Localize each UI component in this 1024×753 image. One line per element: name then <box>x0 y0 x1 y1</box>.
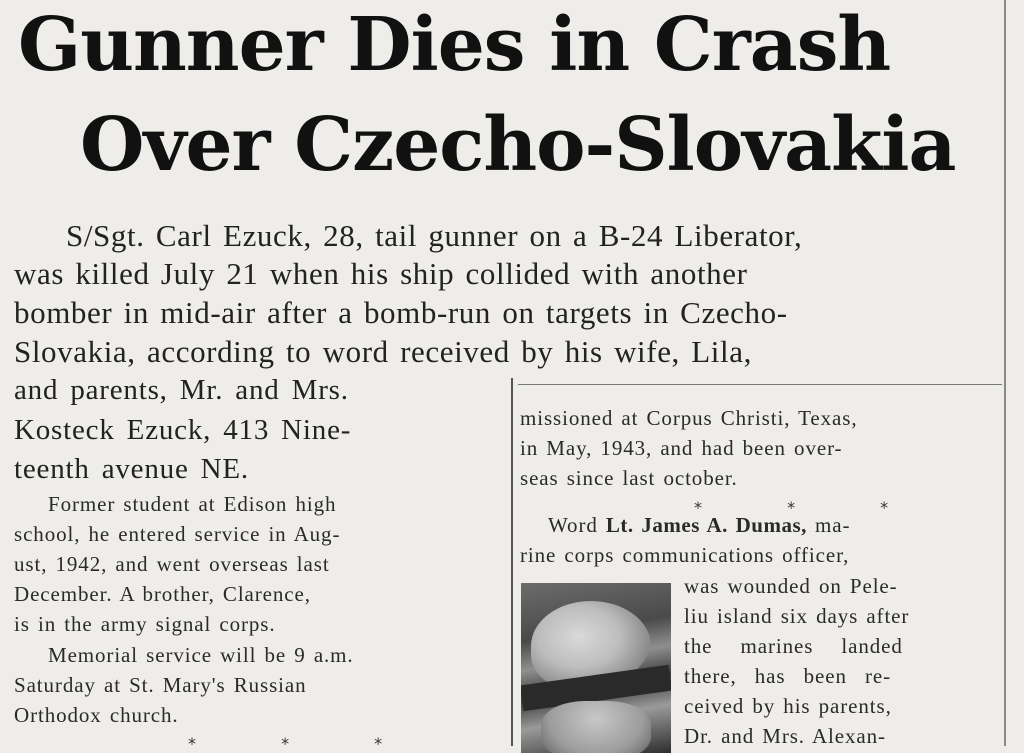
column-top-rule <box>518 384 1002 385</box>
lead-line-1: S/Sgt. Carl Ezuck, 28, tail gunner on a B-24 Liberator, <box>66 218 803 253</box>
right-p1-line-3: seas since last october. <box>520 466 738 490</box>
left-p1-line-1: Former student at Edison high <box>48 492 337 516</box>
right-p1-line-2: in May, 1943, and had been over- <box>520 436 843 460</box>
right-p2-line-5: the marines landed <box>684 634 903 658</box>
left-line-2: Kosteck Ezuck, 413 Nine- <box>14 414 352 446</box>
left-line-1: and parents, Mr. and Mrs. <box>14 374 349 406</box>
officer-portrait-photo <box>521 583 671 753</box>
left-p1-line-3: ust, 1942, and went overseas last <box>14 552 330 576</box>
column-divider <box>511 378 513 746</box>
right-p1-line-1: missioned at Corpus Christi, Texas, <box>520 406 858 430</box>
right-p2-prefix: Word <box>548 513 606 537</box>
left-section-stars: * * * <box>188 734 423 753</box>
left-p1-line-5: is in the army signal corps. <box>14 612 276 636</box>
left-p2-line-3: Orthodox church. <box>14 703 179 727</box>
right-p2-line-3: was wounded on Pele- <box>684 574 898 598</box>
right-p2-line-2: rine corps communications officer, <box>520 543 850 567</box>
headline-line-1: Gunner Dies in Crash <box>18 2 891 88</box>
left-p1-line-2: school, he entered service in Aug- <box>14 522 341 546</box>
officer-name: Lt. James A. Dumas, <box>605 513 807 537</box>
left-p2-line-1: Memorial service will be 9 a.m. <box>48 643 354 667</box>
right-p2-suffix: ma- <box>806 513 851 537</box>
lead-line-3: bomber in mid-air after a bomb-run on targets in Czecho- <box>14 295 788 330</box>
right-section-stars: * * * <box>694 498 929 517</box>
right-p2-line-6: there, has been re- <box>684 664 892 688</box>
left-p1-line-4: December. A brother, Clarence, <box>14 582 311 606</box>
photo-face-shape <box>541 701 651 753</box>
page-edge-rule <box>1004 0 1006 746</box>
left-line-3: teenth avenue NE. <box>14 453 249 485</box>
right-p2-line-1 <box>548 515 850 536</box>
lead-line-2: was killed July 21 when his ship collided with another <box>14 256 748 291</box>
right-p2-line-8: Dr. and Mrs. Alexan- <box>684 724 886 748</box>
lead-line-4: Slovakia, according to word received by his wife, Lila, <box>14 334 752 369</box>
right-p2-line-4: liu island six days after <box>684 604 910 628</box>
headline-line-2: Over Czecho-Slovakia <box>80 102 956 188</box>
left-p2-line-2: Saturday at St. Mary's Russian <box>14 673 307 697</box>
right-p2-line-7: ceived by his parents, <box>684 694 892 718</box>
